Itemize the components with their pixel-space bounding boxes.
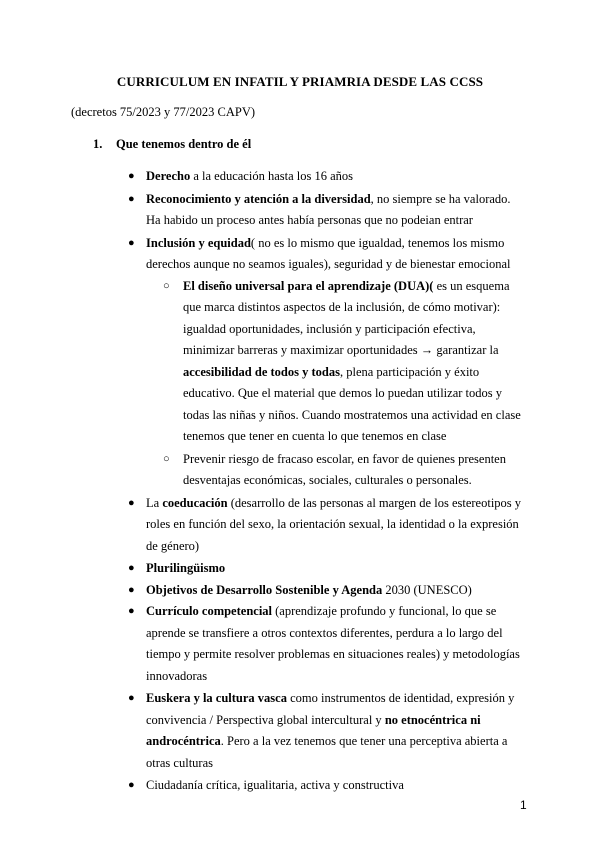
item-text: como instrumentos de identidad, expresión y convivencia / Perspectiva global intercultural y bbox=[146, 691, 515, 727]
bullet-disc-icon: ● bbox=[128, 192, 135, 205]
bullet-circle-icon: ○ bbox=[163, 279, 170, 292]
item-text: 2030 (UNESCO) bbox=[382, 582, 472, 597]
sublist-item-fracaso bbox=[163, 449, 527, 492]
item-bold-text: Plurilingüismo bbox=[146, 561, 226, 575]
bullet-disc-icon: ● bbox=[128, 562, 135, 574]
list-item-coeducacion bbox=[128, 493, 526, 558]
section-heading bbox=[93, 137, 251, 152]
item-text: a la educación hasta los 16 años bbox=[190, 169, 353, 183]
item-text: (desarrollo de las personas al margen de los estereotipos y roles en función del sexo, la orientación sexual, la identidad o la expresión de género) bbox=[146, 495, 522, 553]
list-item-euskera bbox=[128, 688, 526, 774]
item-text: , no siempre se ha valorado. Ha habido un proceso antes había personas que no podeian entrar bbox=[146, 191, 511, 227]
item-text: ( no es lo mismo que igualdad, tenemos los mismo derechos aunque no seamos iguales), seguridad y de bienestar emocional bbox=[146, 235, 511, 271]
item-text: La bbox=[146, 495, 163, 510]
item-text: Ciudadanía crítica, igualitaria, activa y constructiva bbox=[146, 778, 404, 792]
item-text: es un esquema que marca distintos aspectos de la inclusión, de cómo motivar): igualdad oportunidades, inclusión y participación efectiva, minimizar barreras y maximizar oportunidades → garantizar la bbox=[183, 278, 510, 357]
list-item-ods bbox=[128, 580, 526, 602]
section-heading-text: Que tenemos dentro de él bbox=[116, 137, 252, 151]
item-bold-text: Inclusión y equidad bbox=[146, 235, 251, 250]
list-item-inclusion bbox=[128, 233, 526, 276]
bullet-disc-icon: ● bbox=[128, 583, 135, 596]
section-number: 1. bbox=[93, 137, 103, 151]
item-text: Prevenir riesgo de fracaso escolar, en favor de quienes presenten desventajas económicas, sociales, culturales o personales. bbox=[183, 451, 506, 487]
item-bold-text: coeducación bbox=[162, 495, 228, 510]
bullet-disc-icon: ● bbox=[128, 496, 135, 509]
item-bold-text: Currículo competencial bbox=[146, 604, 273, 618]
list-item-ciudadania bbox=[128, 775, 526, 797]
list-item-plurilinguismo bbox=[128, 558, 526, 580]
sublist-item-dua bbox=[163, 276, 527, 448]
item-bold-text: accesibilidad de todos y todas bbox=[183, 364, 340, 379]
list-item-curriculo bbox=[128, 601, 526, 687]
item-bold-text: Euskera y la cultura vasca bbox=[146, 691, 287, 705]
page-number: 1 bbox=[520, 798, 527, 812]
bullet-circle-icon: ○ bbox=[163, 452, 170, 465]
item-bold-text: Reconocimiento y atención a la diversidad bbox=[146, 191, 371, 206]
list-item-diversidad bbox=[128, 189, 526, 232]
bullet-disc-icon: ● bbox=[128, 170, 135, 182]
item-text: , plena participación y éxito educativo. Que el material que demos lo puedan utilizar todos y todas las niñas y niños. Cuando mostratemos una actividad en clase tenemos que tener en cuenta lo que tenemos en clase bbox=[183, 364, 521, 443]
item-bold-text: El diseño universal para el aprendizaje (DUA)( bbox=[183, 278, 434, 293]
item-text: . Pero a la vez tenemos que tener una perceptiva abierta a otras culturas bbox=[146, 734, 508, 770]
bullet-disc-icon: ● bbox=[128, 779, 135, 791]
bullet-disc-icon: ● bbox=[128, 605, 135, 617]
bullet-list bbox=[0, 166, 600, 797]
bullet-disc-icon: ● bbox=[128, 236, 135, 249]
item-bold-text: Objetivos de Desarrollo Sostenible y Agenda bbox=[146, 582, 383, 597]
item-bold-text: no etnocéntrica ni androcéntrica bbox=[146, 712, 481, 748]
document-title: CURRICULUM EN INFATIL Y PRIAMRIA DESDE LAS CCSS bbox=[116, 74, 484, 89]
item-text: (aprendizaje profundo y funcional, lo que se aprende se transfiere a otros contextos diferentes, perdura a lo largo del tiempo y permite resolver problemas en situaciones reales) y metodologías innovadoras bbox=[146, 604, 520, 683]
document-subtitle: (decretos 75/2023 y 77/2023 CAPV) bbox=[71, 105, 256, 119]
list-item-derecho bbox=[128, 166, 526, 188]
bullet-disc-icon: ● bbox=[128, 692, 135, 704]
item-bold-text: Derecho bbox=[146, 169, 191, 183]
